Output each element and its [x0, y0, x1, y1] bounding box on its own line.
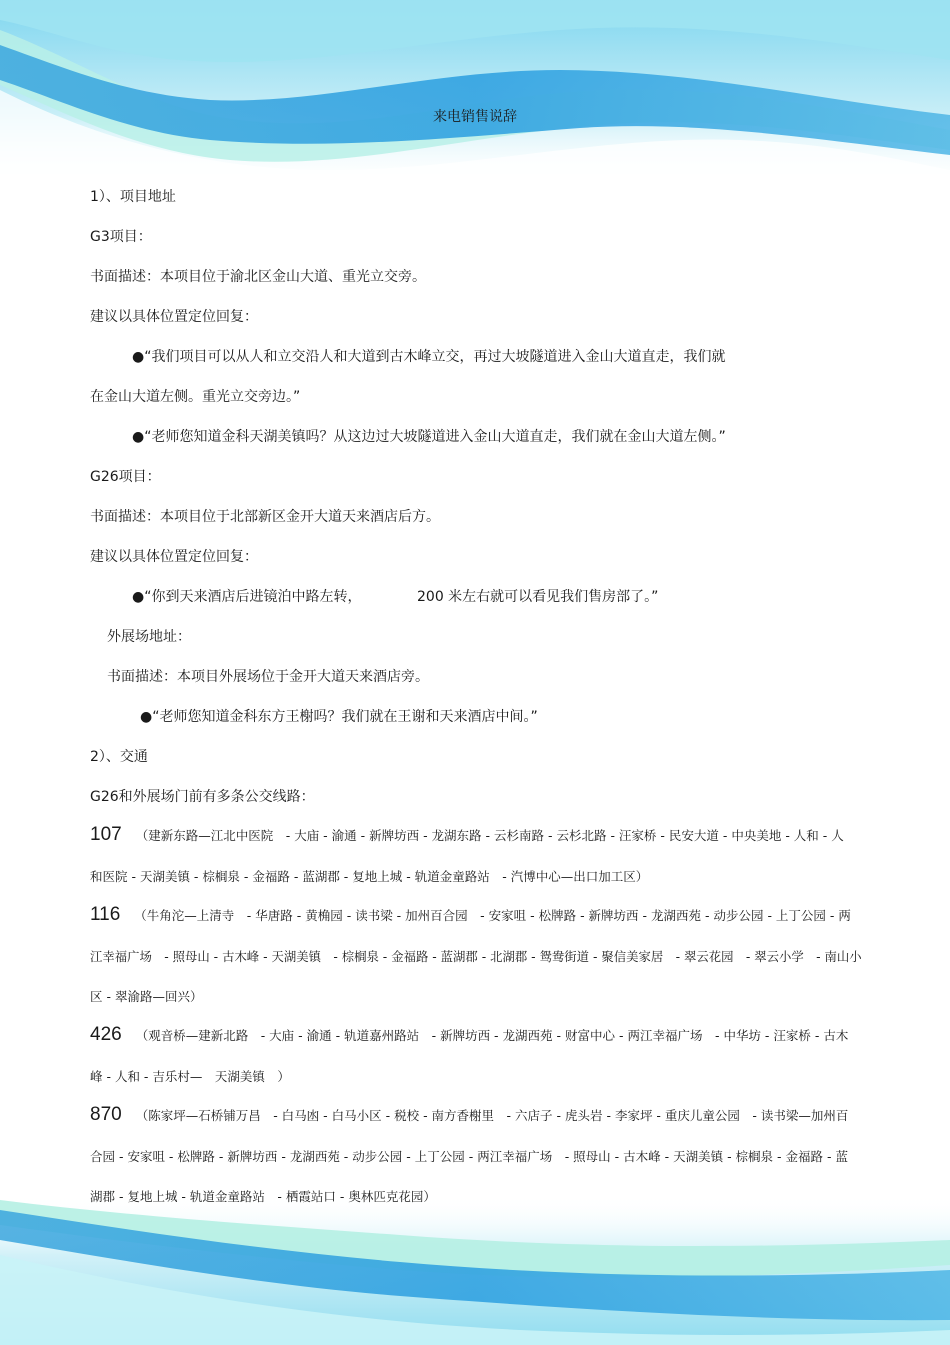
- g3-bullet-1-line-1: ●“我们项目可以从人和立交沿人和大道到古木峰立交，再过大坡隧道进入金山大道直走，我们就: [132, 349, 726, 365]
- g26-label: G26项目：: [90, 469, 161, 485]
- section-heading-traffic: 2）、交通: [90, 749, 148, 765]
- route-stops: （牛角沱—上清寺 - 华唐路 - 黄桷园 - 读书梁 - 加州百合园 - 安家咀 - 松牌路 - 新牌坊西 - 龙湖西苑 - 动步公园 - 上丁公园 - 两: [134, 908, 851, 923]
- g3-label: G3项目：: [90, 229, 152, 245]
- route-stops: （陈家坪—石桥铺万昌 - 白马凼 - 白马小区 - 税校 - 南方香榭里 - 六店子 - 虎头岩 - 李家坪 - 重庆儿童公园 - 读书梁—加州百: [135, 1108, 849, 1123]
- expo-label: 外展场地址：: [107, 629, 191, 645]
- expo-description: 书面描述：本项目外展场位于金开大道天来酒店旁。: [107, 669, 429, 685]
- g3-suggestion: 建议以具体位置定位回复：: [90, 309, 258, 325]
- route-number: 426: [90, 1024, 122, 1045]
- route-number: 116: [90, 904, 121, 925]
- g3-bullet-2: ●“老师您知道金科天湖美镇吗？从这边过大坡隧道进入金山大道直走，我们就在金山大道左侧。”: [132, 429, 726, 445]
- g3-description: 书面描述：本项目位于渝北区金山大道、重光立交旁。: [90, 269, 426, 285]
- g26-bullet-part-2: 200 米左右就可以看见我们售房部了。”: [417, 589, 659, 605]
- route-stops: （观音桥—建新北路 - 大庙 - 渝通 - 轨道嘉州路站 - 新牌坊西 - 龙湖西苑 - 财富中心 - 两江幸福广场 - 中华坊 - 汪家桥 - 古木: [135, 1028, 849, 1043]
- expo-bullet: ●“老师您知道金科东方王榭吗？我们就在王谢和天来酒店中间。”: [140, 709, 538, 725]
- route-870-line-3: 湖郡 - 复地上城 - 轨道金童路站 - 栖霞站口 - 奥林匹克花园）: [90, 1189, 436, 1204]
- bus-intro: G26和外展场门前有多条公交线路：: [90, 789, 315, 805]
- route-stops: （建新东路—江北中医院 - 大庙 - 渝通 - 新牌坊西 - 龙湖东路 - 云杉南路 - 云杉北路 - 汪家桥 - 民安大道 - 中央美地 - 人和 - 人: [135, 828, 844, 843]
- g26-description: 书面描述：本项目位于北部新区金开大道天来酒店后方。: [90, 509, 440, 525]
- route-870-line-1: [90, 1106, 848, 1125]
- route-number: 870: [90, 1104, 122, 1125]
- page-title: 来电销售说辞: [433, 109, 517, 125]
- route-870-line-2: 合园 - 安家咀 - 松牌路 - 新牌坊西 - 龙湖西苑 - 动步公园 - 上丁公园 - 两江幸福广场 - 照母山 - 古木峰 - 天湖美镇 - 棕榈泉 - 金福路 - 蓝: [90, 1149, 848, 1164]
- section-heading-address: 1）、项目地址: [90, 189, 176, 205]
- route-426-line-2: 峰 - 人和 - 吉乐村— 天湖美镇 ）: [90, 1069, 290, 1084]
- route-107-line-2: 和医院 - 天湖美镇 - 棕榈泉 - 金福路 - 蓝湖郡 - 复地上城 - 轨道金童路站 - 汽博中心—出口加工区）: [90, 869, 649, 884]
- route-107-line-1: [90, 826, 844, 845]
- g3-bullet-1-line-2: 在金山大道左侧。重光立交旁边。”: [90, 389, 301, 405]
- route-116-line-1: [90, 906, 851, 925]
- route-116-line-3: 区 - 翠渝路—回兴）: [90, 989, 203, 1004]
- g26-suggestion: 建议以具体位置定位回复：: [90, 549, 258, 565]
- route-116-line-2: 江幸福广场 - 照母山 - 古木峰 - 天湖美镇 - 棕榈泉 - 金福路 - 蓝湖郡 - 北湖郡 - 鸳鸯街道 - 聚信美家居 - 翠云花园 - 翠云小学 - 南山小: [90, 949, 862, 964]
- route-number: 107: [90, 824, 122, 845]
- g26-bullet-part-1: ●“你到天来酒店后进镜泊中路左转，: [132, 589, 362, 605]
- route-426-line-1: [90, 1026, 848, 1045]
